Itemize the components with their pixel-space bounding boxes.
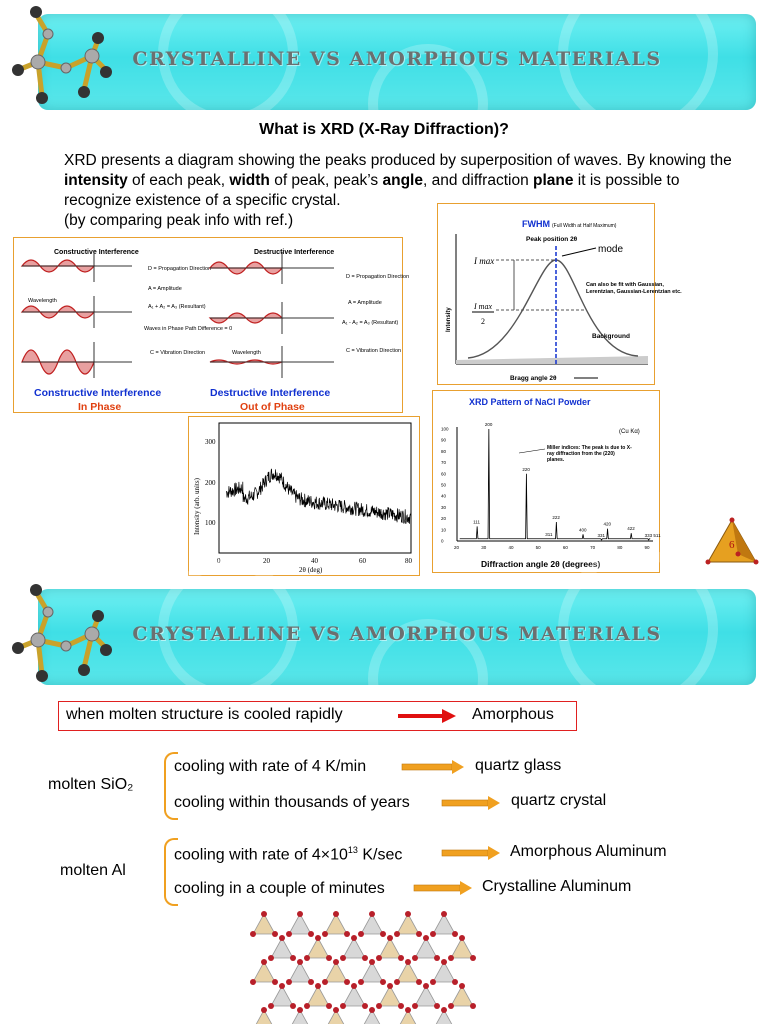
nacl-peak-label: 400 [579, 527, 587, 533]
oxygen-atom [376, 1003, 382, 1009]
resultant-d-label: A₁ - A₂ = A₃ (Resultant) [342, 320, 399, 326]
text: K/sec [357, 846, 403, 864]
molecule-icon [8, 0, 118, 110]
nacl-xtick: 70 [590, 545, 596, 550]
oxygen-atom [344, 979, 350, 985]
nacl-xtick: 20 [454, 545, 460, 550]
xtick-20: 20 [263, 557, 270, 565]
sio2-row-1: cooling with rate of 4 K/min [174, 758, 367, 775]
caption-constructive: Constructive Interference [34, 387, 162, 399]
oxygen-atom [459, 983, 465, 989]
nacl-peak-label: 420 [603, 521, 612, 527]
nacl-xtick: 60 [562, 545, 568, 550]
nacl-xlabel: Diffraction angle 2θ (degrees) [481, 559, 601, 569]
nacl-xtick: 30 [481, 545, 487, 550]
crystal-structure-illustration [242, 912, 468, 1024]
oxygen-atom [286, 931, 292, 937]
oxygen-atom [423, 935, 429, 941]
sio2-row-2: cooling within thousands of years [174, 794, 410, 811]
banner-top [38, 14, 756, 110]
xtick-40: 40 [311, 557, 318, 565]
imax-half-den: 2 [481, 317, 485, 326]
banner-title-2: CRYSTALLINE VS AMORPHOUS MATERIALS [132, 623, 662, 645]
oxygen-atom [308, 979, 314, 985]
text: of peak, peak’s [269, 172, 383, 189]
ytick-200: 200 [205, 479, 216, 487]
nacl-xtick: 40 [508, 545, 514, 550]
nacl-peak-label: 422 [627, 526, 635, 532]
oxygen-atom [333, 1007, 339, 1013]
oxygen-atom [344, 931, 350, 937]
oxygen-atom [297, 1007, 303, 1013]
oxygen-atom [380, 979, 386, 985]
plot-frame [219, 423, 411, 553]
nacl-source: (Cu Kα) [619, 429, 640, 435]
destructive-title: Destructive Interference [254, 249, 335, 256]
tetrahedron-badge-icon [704, 518, 760, 568]
d-propagation-label-2: D = Propagation Direction [346, 274, 410, 280]
oxygen-atom [459, 935, 465, 941]
nacl-peak-label: 333 511 [644, 532, 661, 538]
xtick-80: 80 [405, 557, 412, 565]
oxygen-atom [416, 931, 422, 937]
molecule-icon-2 [8, 578, 118, 688]
molten-al-label: molten Al [60, 862, 126, 879]
oxygen-atom [304, 1003, 310, 1009]
oxygen-atom [268, 955, 274, 961]
xrd-paragraph-line-3: recognize existence of a specific crystal. [64, 192, 341, 209]
nacl-peak-label: 311 [545, 531, 553, 537]
al-result-1: Amorphous Aluminum [510, 843, 667, 860]
a-amplitude-label: A = Amplitude [148, 286, 182, 292]
al-row-1 [174, 845, 402, 864]
oxygen-atom [326, 955, 332, 961]
text: of each peak, [127, 172, 230, 189]
oxygen-atom [358, 931, 364, 937]
xrd-paragraph-line-4: (by comparing peak info with ref.) [64, 212, 294, 229]
wavelength-label-c: Wavelength [28, 298, 57, 304]
amorphous-xlabel: 2θ (deg) [299, 566, 323, 574]
oxygen-atom [376, 955, 382, 961]
text: , and diffraction [422, 172, 533, 189]
xtick-60: 60 [359, 557, 366, 565]
nacl-ytick: 70 [441, 460, 447, 466]
oxygen-atom [362, 1003, 368, 1009]
c-vibration-label: C = Vibration Direction [150, 350, 206, 356]
oxygen-atom [304, 955, 310, 961]
nacl-peak-label: 222 [552, 514, 560, 520]
rapid-cooling-result: Amorphous [472, 706, 554, 723]
orange-arrow-icon [442, 796, 500, 810]
nacl-ytick: 40 [441, 493, 447, 499]
oxygen-atom [369, 1007, 375, 1013]
oxygen-atom [369, 911, 375, 917]
nacl-peak-label: 331 [597, 532, 606, 538]
orange-arrow-icon [414, 881, 472, 895]
oxygen-atom [340, 1003, 346, 1009]
banner-bottom [38, 589, 756, 685]
caption-destructive: Destructive Interference [210, 387, 331, 399]
red-arrow-icon [398, 708, 458, 724]
oxygen-atom [405, 911, 411, 917]
oxygen-atom [387, 935, 393, 941]
oxygen-atom [416, 979, 422, 985]
nacl-xtick: 50 [535, 545, 541, 550]
orange-arrow-icon [402, 760, 464, 774]
nacl-ytick: 10 [441, 527, 447, 533]
oxygen-atom [297, 959, 303, 965]
oxygen-atom [398, 1003, 404, 1009]
fit-note: Can also be fit with Gaussian, Lerentzian, Gaussian-Lerentzian etc. [586, 282, 682, 295]
oxygen-atom [387, 983, 393, 989]
in-phase-note: Waves in Phase Path Difference = 0 [144, 326, 233, 332]
oxygen-atom [441, 959, 447, 965]
nacl-ytick: 20 [441, 516, 447, 522]
oxygen-atom [322, 979, 328, 985]
oxygen-atom [315, 983, 321, 989]
d-propagation-label: D = Propagation Direction [148, 266, 212, 272]
oxygen-atom [333, 911, 339, 917]
a-amplitude-label-2: A = Amplitude [348, 300, 382, 306]
c-vibration-label-2: C = Vibration Direction [346, 348, 402, 354]
banner-title: CRYSTALLINE VS AMORPHOUS MATERIALS [132, 48, 662, 70]
interference-diagram [14, 238, 410, 413]
nacl-xrd-chart [433, 391, 659, 572]
amorphous-noise-line [226, 469, 411, 524]
nacl-ytick: 50 [441, 482, 447, 488]
oxygen-atom [452, 979, 458, 985]
fwhm-title: FWHM [522, 219, 550, 229]
text: it is possible to [573, 172, 680, 189]
oxygen-atom [430, 979, 436, 985]
caption-in-phase: In Phase [78, 401, 122, 413]
badge-number: 6 [729, 539, 735, 551]
nacl-xtick: 80 [617, 545, 623, 550]
mode-label: mode [598, 244, 624, 255]
oxygen-atom [412, 1003, 418, 1009]
oxygen-atom [394, 931, 400, 937]
text: cooling with rate of 4×10 [174, 846, 348, 864]
oxygen-atom [272, 979, 278, 985]
nacl-ytick: 100 [441, 426, 449, 432]
oxygen-atom [250, 979, 256, 985]
caption-out-of-phase: Out of Phase [240, 401, 305, 413]
oxygen-atom [398, 955, 404, 961]
amorphous-xrd-chart [189, 417, 419, 575]
oxygen-atom [380, 931, 386, 937]
ytick-100: 100 [205, 519, 216, 527]
xrd-heading: What is XRD (X-Ray Diffraction)? [259, 121, 509, 138]
nacl-ytick: 0 [441, 538, 444, 544]
bold-angle: angle [382, 172, 423, 189]
orange-arrow-icon [442, 846, 500, 860]
oxygen-atom [412, 955, 418, 961]
oxygen-atom [326, 1003, 332, 1009]
oxygen-atom [405, 959, 411, 965]
nacl-xrd-figure [432, 390, 660, 573]
fwhm-figure [437, 203, 682, 385]
fwhm-diagram [438, 204, 682, 384]
wavelength-label-d: Wavelength [232, 350, 261, 356]
oxygen-atom [286, 979, 292, 985]
rapid-cooling-text: when molten structure is cooled rapidly [66, 706, 343, 723]
nacl-ytick: 90 [441, 437, 447, 443]
nacl-title: XRD Pattern of NaCl Powder [469, 397, 591, 407]
amorphous-ylabel: Intensity (arb. units) [193, 478, 201, 535]
oxygen-atom [322, 931, 328, 937]
al-result-2: Crystalline Aluminum [482, 878, 632, 895]
oxygen-atom [405, 1007, 411, 1013]
oxygen-atom [434, 1003, 440, 1009]
bold-width: width [229, 172, 270, 189]
oxygen-atom [470, 1003, 476, 1009]
fwhm-xlabel: Bragg angle 2θ [510, 375, 557, 382]
oxygen-atom [441, 911, 447, 917]
interference-figure [13, 237, 410, 413]
xrd-paragraph-line-2 [64, 171, 740, 191]
fwhm-ylabel: Intensity [446, 307, 452, 332]
oxygen-atom [279, 983, 285, 989]
oxygen-atom [315, 935, 321, 941]
nacl-ytick: 80 [441, 448, 447, 454]
xtick-0: 0 [217, 557, 221, 565]
oxygen-atom [261, 959, 267, 965]
nacl-peak-label: 200 [484, 422, 493, 427]
xrd-paragraph-line-1 [64, 151, 740, 171]
text: XRD presents a diagram showing the peaks produced by superposition of waves. By knowing the [64, 152, 732, 169]
oxygen-atom [290, 955, 296, 961]
nacl-note: Miller indices: The peak is due to X- ray diffraction from the (220) planes. [547, 445, 632, 463]
imax-half-num: I max [474, 302, 492, 311]
oxygen-atom [394, 979, 400, 985]
oxygen-atom [351, 983, 357, 989]
bold-plane: plane [533, 172, 574, 189]
nacl-xtick: 90 [644, 545, 650, 550]
ytick-300: 300 [205, 438, 216, 446]
oxygen-atom [261, 911, 267, 917]
oxygen-atom [430, 931, 436, 937]
bold-intensity: intensity [64, 172, 128, 189]
constructive-title: Constructive Interference [54, 249, 139, 256]
imax-label: I max [474, 256, 495, 266]
oxygen-atom [333, 959, 339, 965]
sio2-result-2: quartz crystal [511, 792, 607, 809]
oxygen-atom [470, 955, 476, 961]
nacl-ytick: 60 [441, 471, 447, 477]
oxygen-atom [362, 955, 368, 961]
fwhm-title-note: (Full Width at Half Maximum) [552, 223, 617, 229]
oxygen-atom [358, 979, 364, 985]
oxygen-atom [351, 935, 357, 941]
nacl-peak-label: 220 [522, 466, 530, 472]
nacl-peak-label: 111 [473, 519, 480, 525]
oxygen-atom [268, 1003, 274, 1009]
sio2-result-1: quartz glass [475, 757, 562, 774]
oxygen-atom [434, 955, 440, 961]
amorphous-xrd-figure [188, 416, 420, 576]
oxygen-atom [308, 931, 314, 937]
background-label: Background [592, 333, 630, 340]
oxygen-atom [452, 931, 458, 937]
molten-sio2-label: molten SiO₂ [48, 776, 134, 793]
nacl-ytick: 30 [441, 504, 447, 510]
oxygen-atom [441, 1007, 447, 1013]
oxygen-atom [272, 931, 278, 937]
oxygen-atom [448, 1003, 454, 1009]
superscript: 13 [347, 845, 358, 855]
peak-position-label: Peak position 2θ [526, 236, 578, 243]
oxygen-atom [250, 931, 256, 937]
al-row-2: cooling in a couple of minutes [174, 880, 385, 897]
oxygen-atom [423, 983, 429, 989]
oxygen-atom [369, 959, 375, 965]
oxygen-atom [448, 955, 454, 961]
oxygen-atom [279, 935, 285, 941]
oxygen-atom [297, 911, 303, 917]
resultant-c-label: A₁ + A₂ = A₃ (Resultant) [148, 304, 206, 310]
oxygen-atom [290, 1003, 296, 1009]
oxygen-atom [340, 955, 346, 961]
oxygen-atom [261, 1007, 267, 1013]
